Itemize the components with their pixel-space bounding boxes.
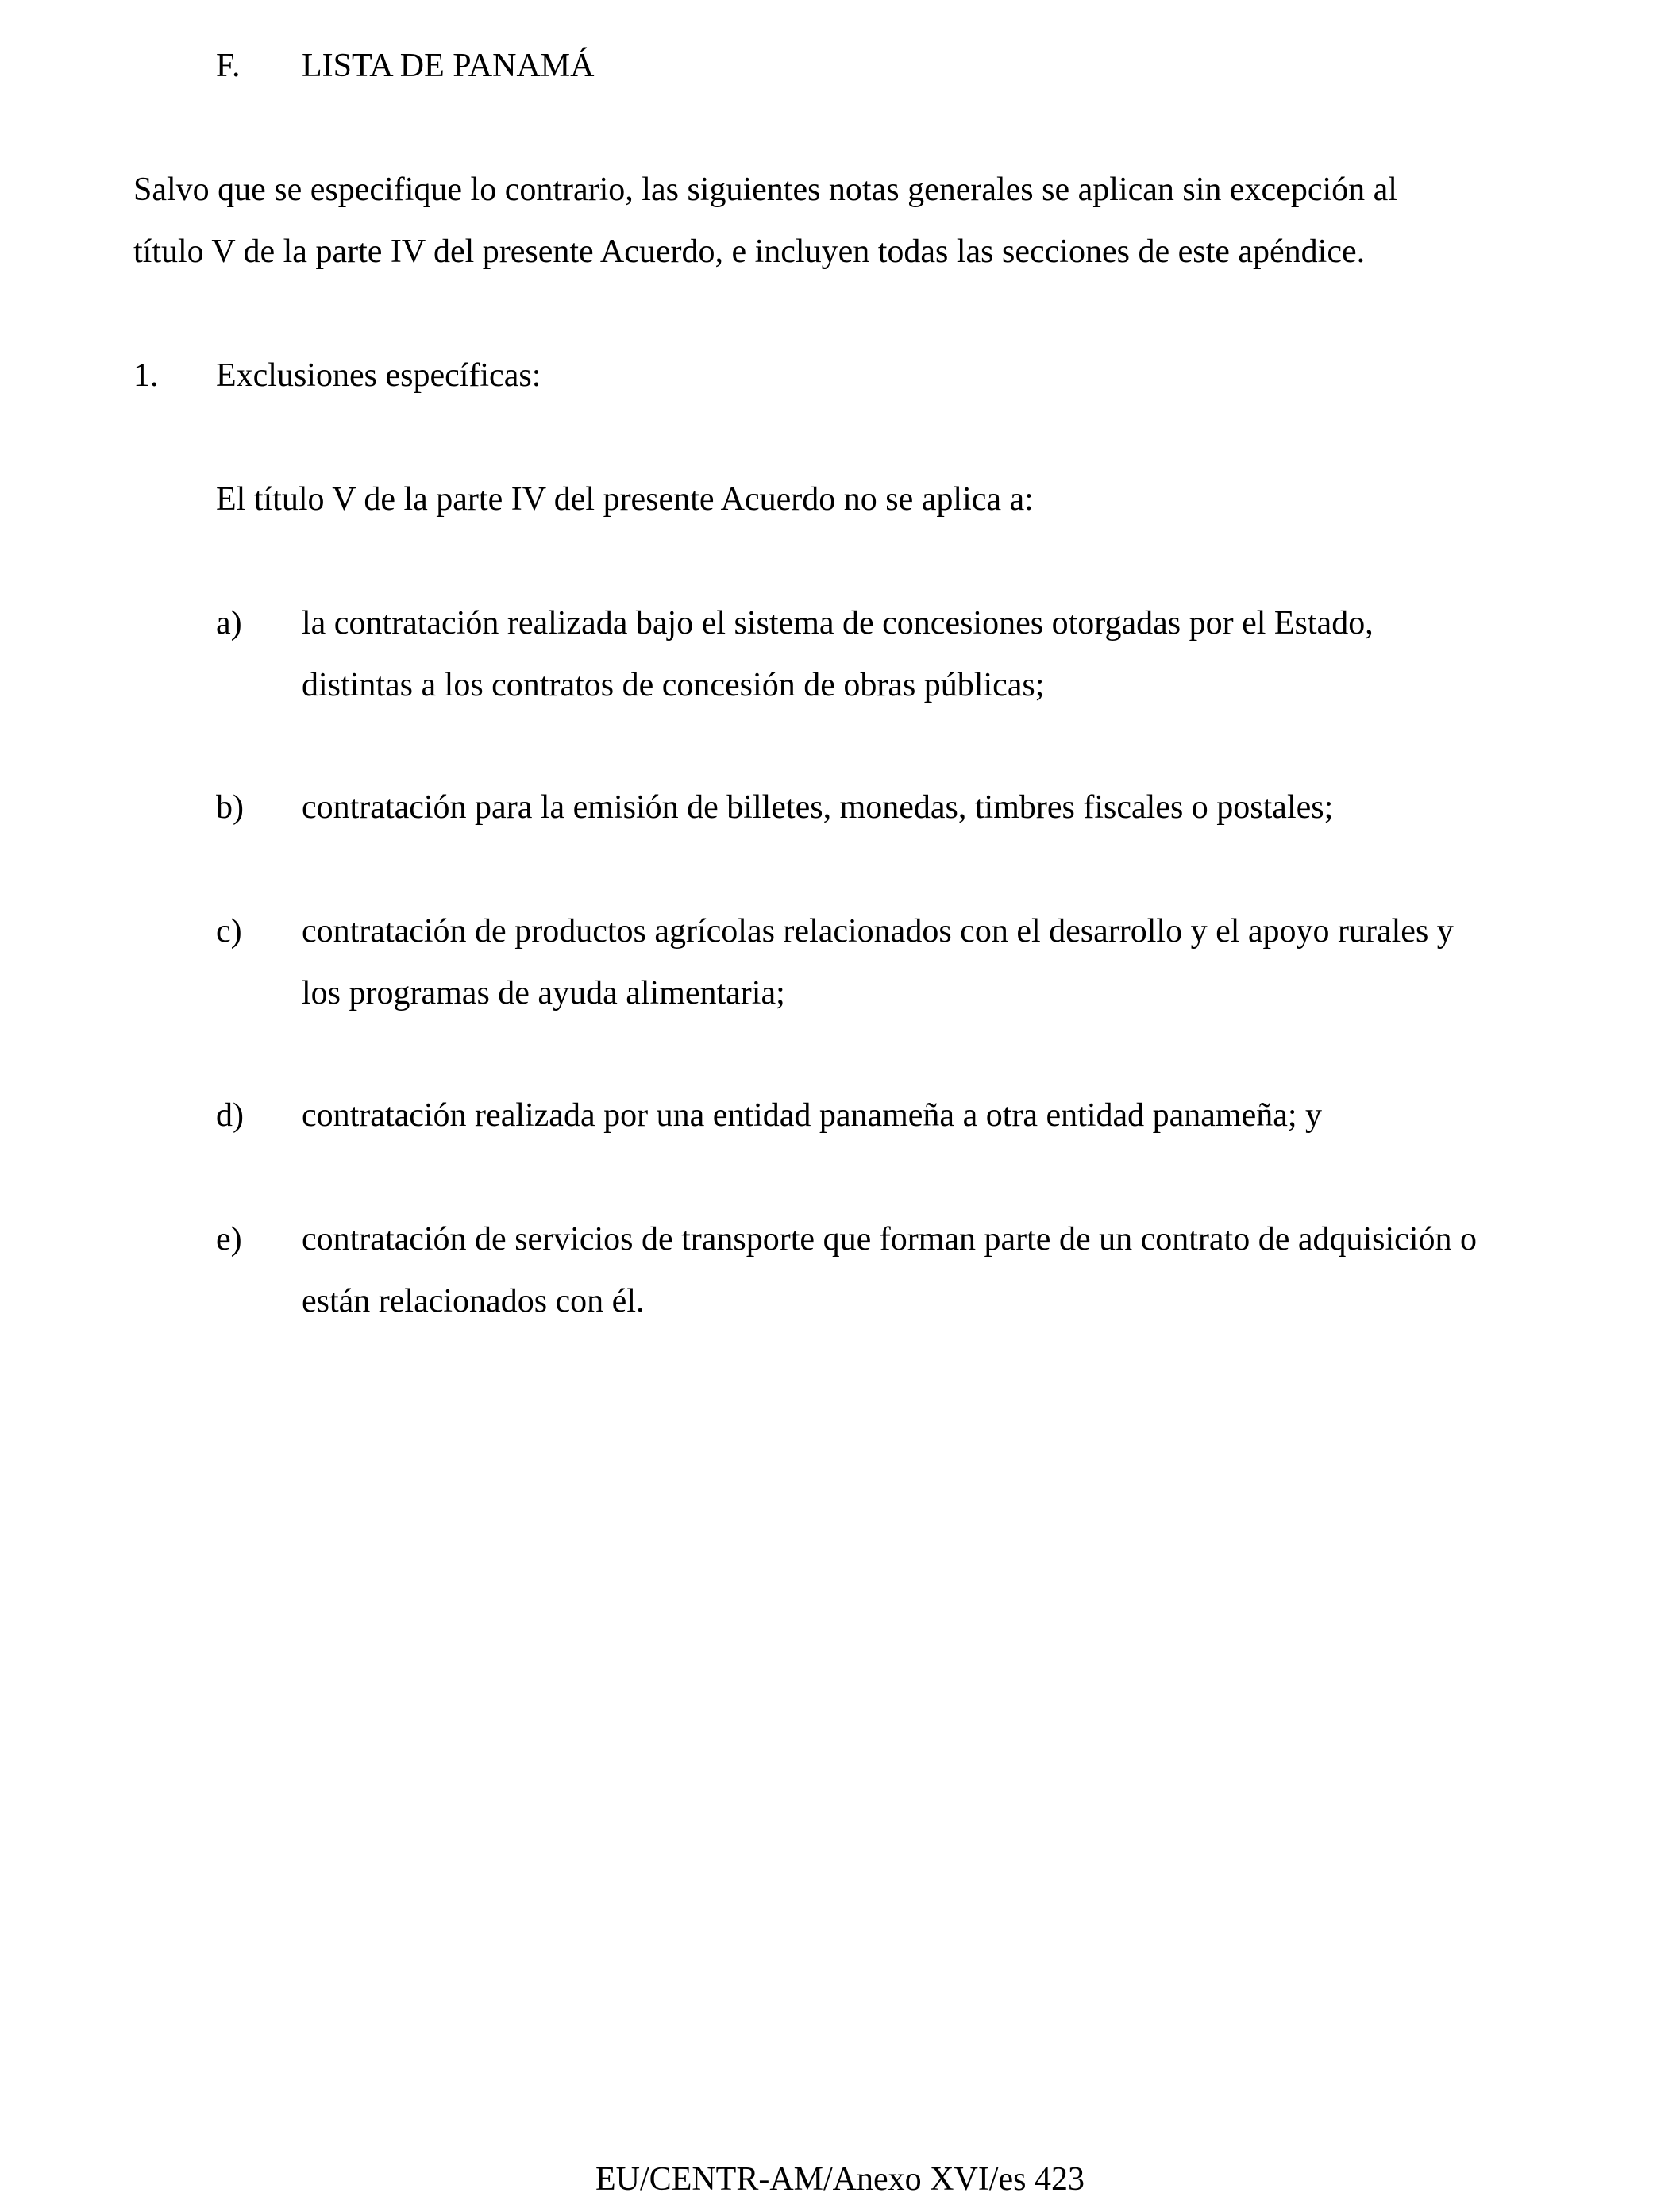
list-item-text-line-2: distintas a los contratos de concesión de obras públicas;	[302, 667, 1045, 703]
list-item-text-line-1: la contratación realizada bajo el sistema de concesiones otorgadas por el Estado,	[302, 605, 1374, 642]
list-item-marker: d)	[216, 1097, 244, 1134]
page-title: LISTA DE PANAMÁ	[302, 48, 595, 84]
list-item-marker: b)	[216, 789, 244, 826]
section-letter: F.	[216, 48, 241, 84]
page-footer-reference: EU/CENTR-AM/Anexo XVI/es 423	[595, 2161, 1085, 2198]
list-item-marker: c)	[216, 913, 242, 950]
list-item-text-line-1: contratación de productos agrícolas relacionados con el desarrollo y el apoyo rurales y	[302, 913, 1454, 950]
intro-paragraph-line-1: Salvo que se especifique lo contrario, las siguientes notas generales se aplican sin excepción al	[133, 171, 1397, 208]
list-item-text-line-1: contratación para la emisión de billetes, monedas, timbres fiscales o postales;	[302, 789, 1334, 826]
section-number: 1.	[133, 357, 159, 394]
list-item-text-line-1: contratación de servicios de transporte que forman parte de un contrato de adquisición o	[302, 1221, 1477, 1258]
section-title: Exclusiones específicas:	[216, 357, 541, 394]
list-item-text-line-2: están relacionados con él.	[302, 1283, 645, 1320]
list-item-marker: a)	[216, 605, 242, 642]
intro-paragraph-line-2: título V de la parte IV del presente Acuerdo, e incluyen todas las secciones de este apéndice.	[133, 233, 1366, 270]
section-lead-text: El título V de la parte IV del presente Acuerdo no se aplica a:	[216, 481, 1034, 518]
list-item-text-line-2: los programas de ayuda alimentaria;	[302, 975, 785, 1011]
list-item-text-line-1: contratación realizada por una entidad panameña a otra entidad panameña; y	[302, 1097, 1323, 1134]
list-item-marker: e)	[216, 1221, 242, 1258]
